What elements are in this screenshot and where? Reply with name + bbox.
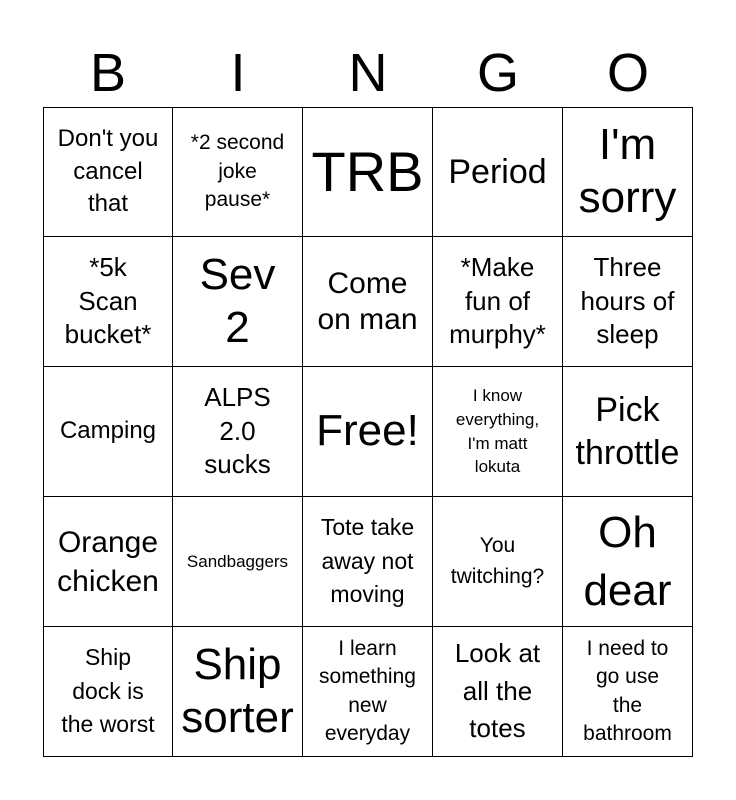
bingo-cell[interactable] — [43, 367, 173, 497]
cell-label: Ship dock is the worst — [61, 644, 155, 738]
cell-label: Three hours of sleep — [580, 251, 675, 350]
bingo-cell[interactable] — [303, 237, 433, 367]
cell-label: *Make fun of murphy* — [449, 251, 546, 350]
header-letter-i: I — [230, 43, 246, 103]
bingo-cell[interactable] — [433, 367, 563, 497]
cell-label: I'm sorry — [578, 120, 677, 222]
bingo-cell[interactable] — [563, 367, 693, 497]
cell-label: Period — [448, 152, 547, 191]
bingo-cell[interactable] — [173, 107, 303, 237]
cell-label: I need to go use the bathroom — [583, 636, 672, 745]
cell-label: TRB — [311, 140, 424, 204]
header-letter-b: B — [89, 43, 127, 103]
cell-label: I learn something new everyday — [319, 636, 416, 745]
bingo-cell[interactable] — [563, 237, 693, 367]
cell-label: *2 second joke pause* — [190, 130, 285, 212]
cell-label: ALPS 2.0 sucks — [204, 381, 271, 480]
bingo-cell[interactable] — [43, 107, 173, 237]
cell-label: Tote take away not moving — [320, 514, 415, 608]
free-space-label: Free! — [316, 406, 419, 456]
bingo-cell[interactable] — [43, 497, 173, 627]
bingo-cell[interactable] — [303, 627, 433, 757]
bingo-cell[interactable] — [303, 107, 433, 237]
bingo-cell[interactable] — [563, 627, 693, 757]
cell-label: Look at all the totes — [454, 637, 541, 744]
bingo-cell[interactable] — [43, 627, 173, 757]
bingo-cell[interactable] — [173, 497, 303, 627]
cell-label: Oh dear — [583, 508, 672, 615]
cell-label: Sandbaggers — [186, 551, 289, 571]
bingo-board — [43, 107, 693, 757]
bingo-cell[interactable] — [173, 367, 303, 497]
bingo-cell[interactable] — [433, 497, 563, 627]
free-space-cell[interactable] — [303, 367, 433, 497]
bingo-cell[interactable] — [303, 497, 433, 627]
cell-label: Pick throttle — [575, 391, 680, 472]
header-letter-n: N — [348, 43, 388, 103]
cell-label: I know everything, I'm matt lokuta — [455, 385, 540, 477]
cell-label: Ship sorter — [181, 639, 294, 742]
bingo-cell[interactable] — [433, 107, 563, 237]
header-letter-g: G — [476, 43, 519, 103]
bingo-cell[interactable] — [173, 237, 303, 367]
cell-label: Come on man — [317, 266, 418, 336]
cell-label: Don't you cancel that — [57, 125, 159, 218]
header-letter-o: O — [606, 43, 649, 103]
cell-label: You twitching? — [450, 534, 545, 588]
cell-label: *5k Scan bucket* — [64, 251, 152, 350]
bingo-cell[interactable] — [43, 237, 173, 367]
bingo-cell[interactable] — [563, 107, 693, 237]
bingo-cell[interactable] — [433, 237, 563, 367]
bingo-cell[interactable] — [563, 497, 693, 627]
cell-label: Camping — [59, 417, 157, 445]
cell-label: Orange chicken — [57, 525, 159, 598]
bingo-cell[interactable] — [173, 627, 303, 757]
cell-label: Sev 2 — [199, 249, 276, 352]
bingo-cell[interactable] — [433, 627, 563, 757]
bingo-header — [43, 38, 693, 108]
